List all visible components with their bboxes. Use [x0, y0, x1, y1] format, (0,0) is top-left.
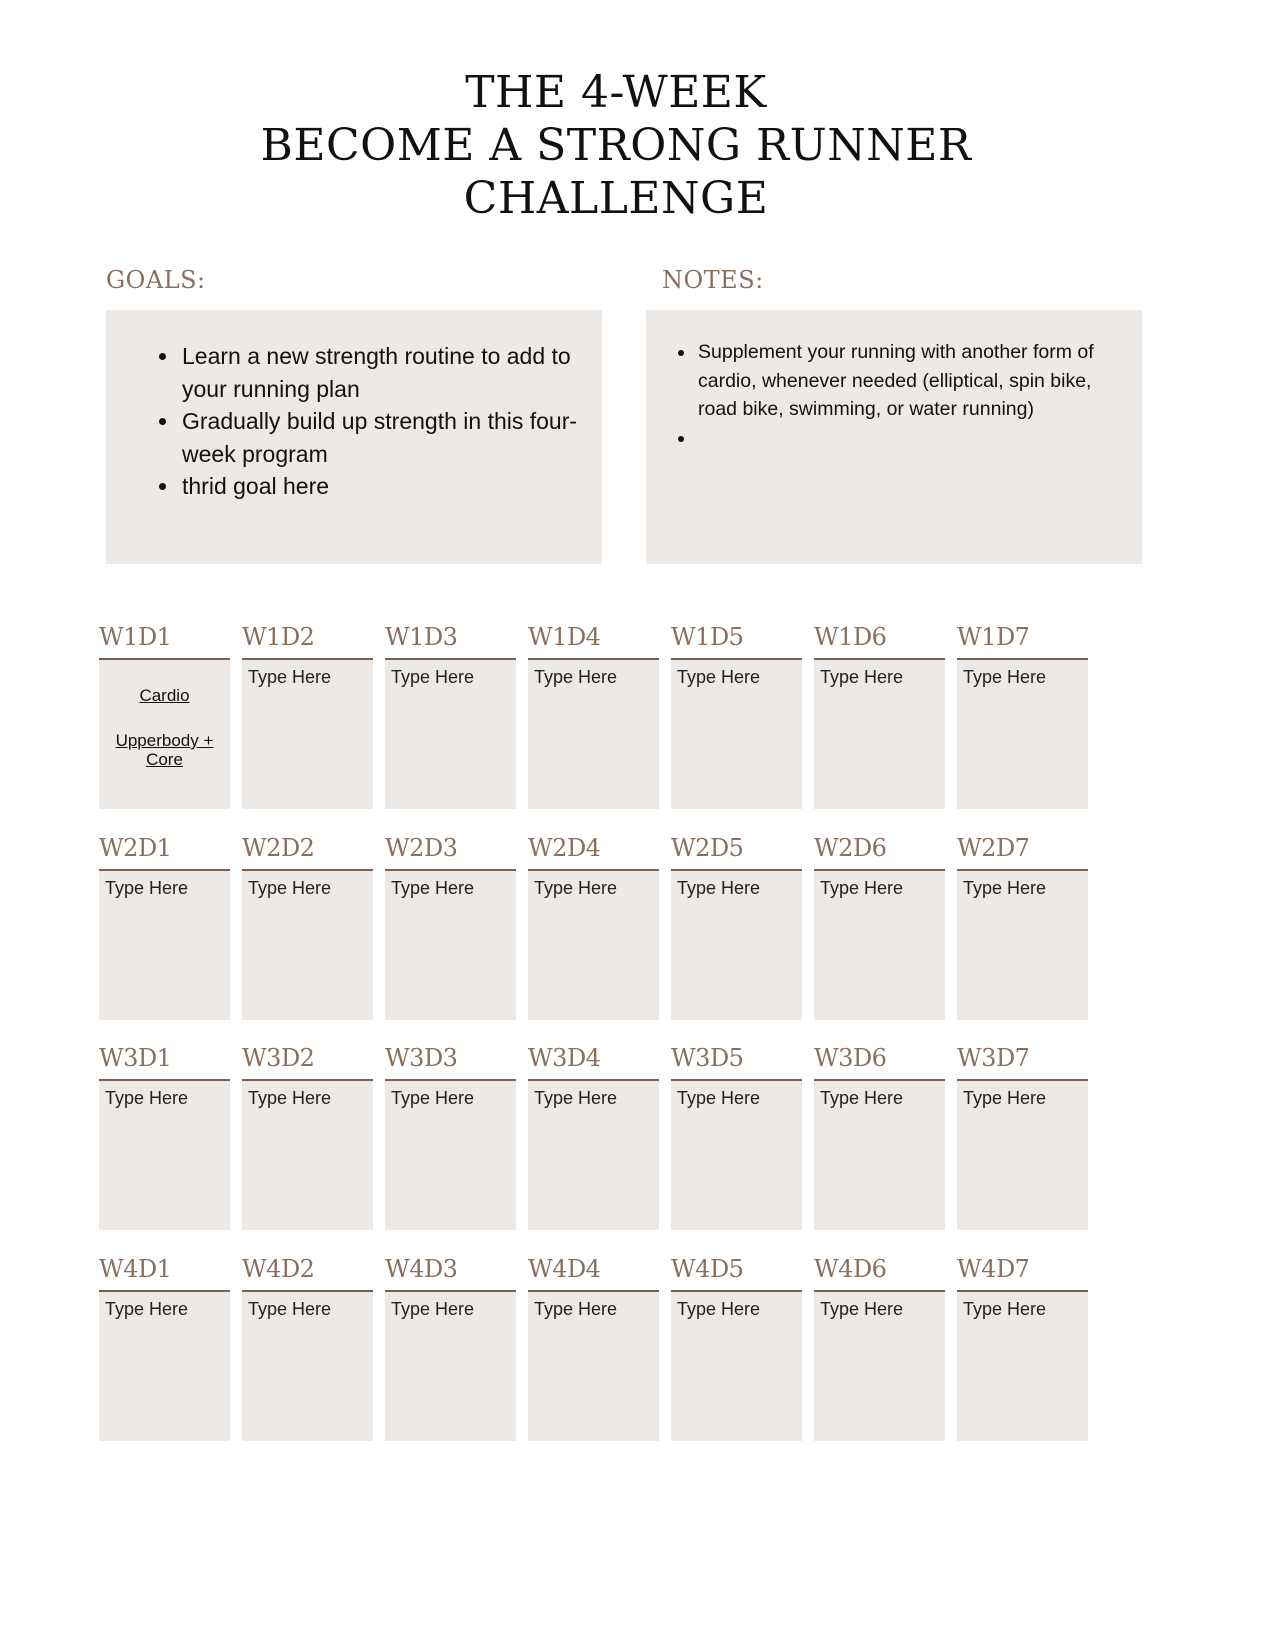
- day-entry-text[interactable]: Type Here: [248, 667, 332, 687]
- week-row-3: [99, 1040, 1159, 1251]
- day-label: W1D1: [99, 623, 172, 651]
- day-cell-w3d6: [814, 1040, 945, 1230]
- goals-list: [106, 310, 602, 503]
- day-label: W4D2: [242, 1254, 315, 1283]
- day-cell-w4d6: [814, 1251, 945, 1441]
- day-cell-w4d5: [671, 1251, 802, 1441]
- day-entry-box[interactable]: [957, 660, 1088, 809]
- day-cell-w3d3: [385, 1040, 516, 1230]
- day-entry-text[interactable]: Type Here: [105, 1298, 189, 1319]
- day-entry-text[interactable]: Type Here: [963, 877, 1047, 898]
- day-label: W4D1: [99, 1254, 172, 1283]
- day-entry-box[interactable]: [814, 871, 945, 1020]
- day-label: W3D4: [528, 1044, 601, 1072]
- day-entry-text[interactable]: Type Here: [677, 667, 761, 687]
- day-entry-text[interactable]: Type Here: [391, 1298, 475, 1319]
- day-label: W2D3: [385, 833, 458, 862]
- day-cell-w2d2: [242, 830, 373, 1020]
- day-entry-text[interactable]: Type Here: [963, 667, 1047, 687]
- day-label: W3D2: [242, 1044, 315, 1072]
- day-label: W2D1: [99, 833, 172, 862]
- day-label: W2D2: [242, 833, 315, 862]
- day-cell-w4d7: [957, 1251, 1088, 1441]
- title-line-1: THE 4-WEEK: [465, 67, 767, 118]
- note-item[interactable]: • Supplement your running with another form of cardio, whenever needed (elliptical, spin bike, road bike, swimming, or water running): [696, 338, 1122, 424]
- day-label: W3D1: [99, 1044, 172, 1072]
- day-cell-w2d3: [385, 830, 516, 1020]
- day-entry-text[interactable]: Type Here: [248, 877, 332, 898]
- day-entry-box[interactable]: [242, 1081, 373, 1230]
- note-item-empty[interactable]: [696, 424, 1122, 453]
- day-entry-box[interactable]: [99, 660, 230, 809]
- page-title: [0, 66, 1232, 225]
- day-entry-text[interactable]: Type Here: [534, 877, 618, 898]
- day-label: W1D2: [242, 623, 315, 651]
- day-cell-w1d4: [528, 619, 659, 809]
- day-cell-w3d7: [957, 1040, 1088, 1230]
- day-label: W1D3: [385, 623, 458, 651]
- day-label: W1D5: [671, 623, 744, 651]
- day-entry-box[interactable]: [242, 660, 373, 809]
- day-entry-text[interactable]: Type Here: [391, 877, 475, 898]
- notes-list: [646, 310, 1142, 452]
- day-entry-box[interactable]: [528, 1292, 659, 1441]
- notes-box[interactable]: [646, 310, 1142, 564]
- day-entry-box[interactable]: [957, 1292, 1088, 1441]
- week-row-2: [99, 830, 1159, 1041]
- day-cell-w2d1: [99, 830, 230, 1020]
- day-entry-box[interactable]: [814, 660, 945, 809]
- day-entry-box[interactable]: [99, 1081, 230, 1230]
- day-entry-text[interactable]: Type Here: [963, 1088, 1047, 1108]
- day-entry-text[interactable]: Type Here: [534, 667, 618, 687]
- day-label: W4D3: [385, 1254, 458, 1283]
- day-cell-w1d2: [242, 619, 373, 809]
- goal-item[interactable]: • Learn a new strength routine to add to your running plan: [180, 340, 582, 405]
- day-label: W3D3: [385, 1044, 458, 1072]
- day-cell-w3d4: [528, 1040, 659, 1230]
- day-cell-w1d6: [814, 619, 945, 809]
- day-label: W4D5: [671, 1254, 744, 1283]
- day-label: W3D7: [957, 1044, 1030, 1072]
- day-label: W2D4: [528, 833, 601, 862]
- day-label: W3D5: [671, 1044, 744, 1072]
- day-entry-box[interactable]: [385, 1292, 516, 1441]
- day-label: W2D5: [671, 833, 744, 862]
- day-cell-w4d3: [385, 1251, 516, 1441]
- day-entry-box[interactable]: [242, 1292, 373, 1441]
- day-label: W1D6: [814, 623, 887, 651]
- day-entry-text[interactable]: Type Here: [820, 667, 904, 687]
- day-label: W2D7: [957, 833, 1030, 862]
- day-entry-box[interactable]: [957, 1081, 1088, 1230]
- day-entry-box[interactable]: [528, 1081, 659, 1230]
- day-entry-box[interactable]: [814, 1081, 945, 1230]
- day-cell-w3d5: [671, 1040, 802, 1230]
- day-entry-box[interactable]: [671, 1292, 802, 1441]
- day-cell-w3d2: [242, 1040, 373, 1230]
- day-label: W4D6: [814, 1254, 887, 1283]
- day-cell-w2d7: [957, 830, 1088, 1020]
- day-entry-box[interactable]: [99, 1292, 230, 1441]
- day-cell-w1d7: [957, 619, 1088, 809]
- day-entry-text[interactable]: Type Here: [963, 1298, 1047, 1319]
- day-entry-box[interactable]: [385, 660, 516, 809]
- day-cell-w4d1: [99, 1251, 230, 1441]
- week-row-4: [99, 1251, 1159, 1462]
- day-entry-box[interactable]: [671, 1081, 802, 1230]
- day-entry-box[interactable]: [671, 660, 802, 809]
- day-entry-text[interactable]: Type Here: [248, 1088, 332, 1108]
- day-entry-text[interactable]: Type Here: [391, 1088, 475, 1108]
- day-entry-text[interactable]: Type Here: [820, 877, 904, 898]
- workout-link[interactable]: Upperbody + Core: [115, 731, 214, 769]
- day-entry-box[interactable]: [385, 1081, 516, 1230]
- day-cell-w1d1: [99, 619, 230, 809]
- day-label: W3D6: [814, 1044, 887, 1072]
- title-line-2: BECOME A STRONG RUNNER: [260, 120, 972, 171]
- day-entry-text[interactable]: Type Here: [248, 1298, 332, 1319]
- goal-item[interactable]: • Gradually build up strength in this four-week program: [180, 405, 582, 470]
- notes-heading: NOTES:: [662, 266, 764, 294]
- day-entry-text[interactable]: Type Here: [677, 1298, 761, 1319]
- day-entry-text[interactable]: Type Here: [391, 667, 475, 687]
- day-entry-box[interactable]: [385, 871, 516, 1020]
- day-entry-text[interactable]: Type Here: [105, 877, 189, 898]
- day-entry-box[interactable]: [528, 660, 659, 809]
- day-entry-box[interactable]: [957, 871, 1088, 1020]
- day-label: W1D4: [528, 623, 601, 651]
- day-entry-text[interactable]: Type Here: [534, 1298, 618, 1319]
- day-cell-w3d1: [99, 1040, 230, 1230]
- goals-heading: GOALS:: [106, 266, 206, 294]
- day-cell-w4d2: [242, 1251, 373, 1441]
- day-entry-text[interactable]: Type Here: [534, 1088, 618, 1108]
- day-label: W1D7: [957, 623, 1030, 651]
- workout-calendar: [99, 619, 1159, 1461]
- title-line-3: CHALLENGE: [463, 173, 769, 224]
- week-row-1: [99, 619, 1159, 830]
- day-label: W4D4: [528, 1254, 601, 1283]
- day-entry-box[interactable]: [242, 871, 373, 1020]
- workout-link[interactable]: Cardio: [139, 686, 190, 705]
- day-cell-w2d6: [814, 830, 945, 1020]
- day-entry-text[interactable]: Type Here: [820, 1298, 904, 1319]
- day-entry-text[interactable]: Type Here: [677, 877, 761, 898]
- day-cell-w2d4: [528, 830, 659, 1020]
- day-cell-w2d5: [671, 830, 802, 1020]
- day-cell-w1d5: [671, 619, 802, 809]
- day-entry-text[interactable]: Type Here: [677, 1088, 761, 1108]
- day-label: W4D7: [957, 1254, 1030, 1283]
- day-cell-w4d4: [528, 1251, 659, 1441]
- day-entry-text[interactable]: Type Here: [105, 1088, 189, 1108]
- goals-box[interactable]: [106, 310, 602, 564]
- day-entry-box[interactable]: [99, 871, 230, 1020]
- goal-item[interactable]: • thrid goal here: [180, 470, 582, 503]
- day-label: W2D6: [814, 833, 887, 862]
- day-entry-box[interactable]: [814, 1292, 945, 1441]
- day-entry-text[interactable]: Type Here: [820, 1088, 904, 1108]
- day-cell-w1d3: [385, 619, 516, 809]
- day-entry-box[interactable]: [528, 871, 659, 1020]
- day-entry-box[interactable]: [671, 871, 802, 1020]
